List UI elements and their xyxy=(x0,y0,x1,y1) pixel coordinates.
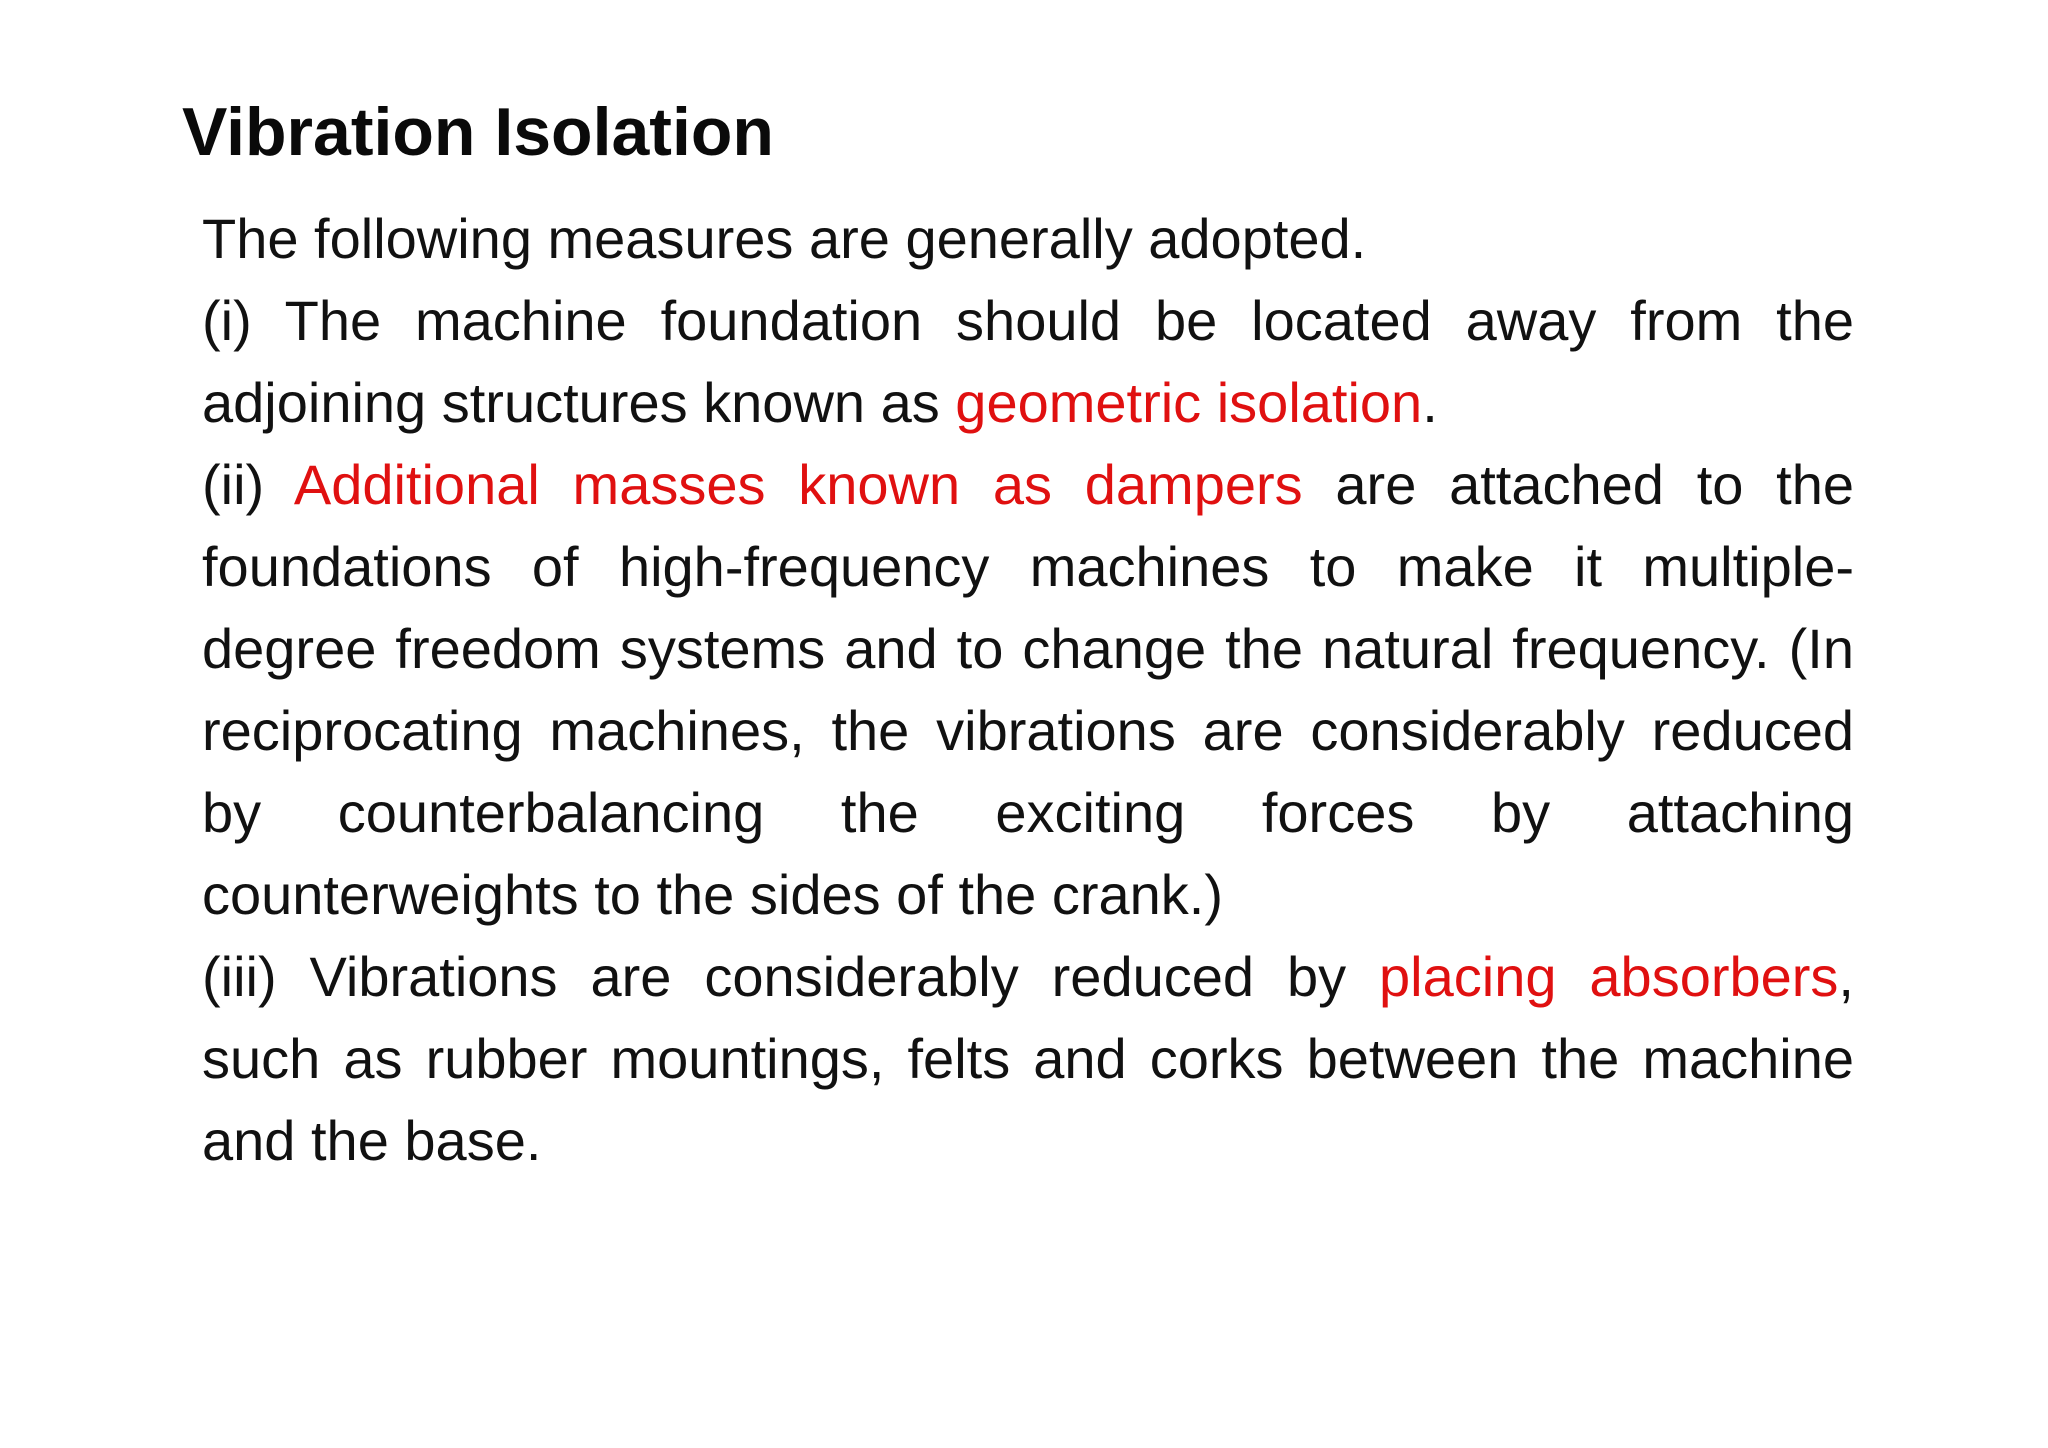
measure-item-2 xyxy=(202,444,1854,936)
measure-item-1 xyxy=(202,280,1854,444)
measure-3-highlight: placing absorbers xyxy=(1379,945,1839,1008)
measure-item-3 xyxy=(202,936,1854,1182)
measure-2-highlight: Additional masses known as dampers xyxy=(293,453,1303,516)
measure-2-text: (ii) xyxy=(202,453,294,516)
measure-3-text: (iii) Vibrations are considerably reduced by xyxy=(202,945,1380,1008)
measure-3-end: , such as rubber mountings, felts and corks between the machine and the base. xyxy=(202,945,1854,1172)
measure-2-end: are attached to the foundations of high-frequency machines to make it multiple-degree freedom systems and to change the natural frequency. (In reciprocating machines, the vibrations are considerably reduced by counterbalancing the exciting forces by attaching counterweights to the sides of the crank.) xyxy=(202,453,1854,926)
measure-1-text: (i) The machine foundation should be located away from the adjoining structures known as xyxy=(202,289,1854,434)
measure-1-highlight: geometric isolation xyxy=(955,371,1423,434)
slide-title: Vibration Isolation xyxy=(182,94,774,170)
intro-text: The following measures are generally adopted. xyxy=(202,207,1367,270)
measure-1-end: . xyxy=(1422,371,1438,434)
slide-body xyxy=(202,198,1854,1182)
